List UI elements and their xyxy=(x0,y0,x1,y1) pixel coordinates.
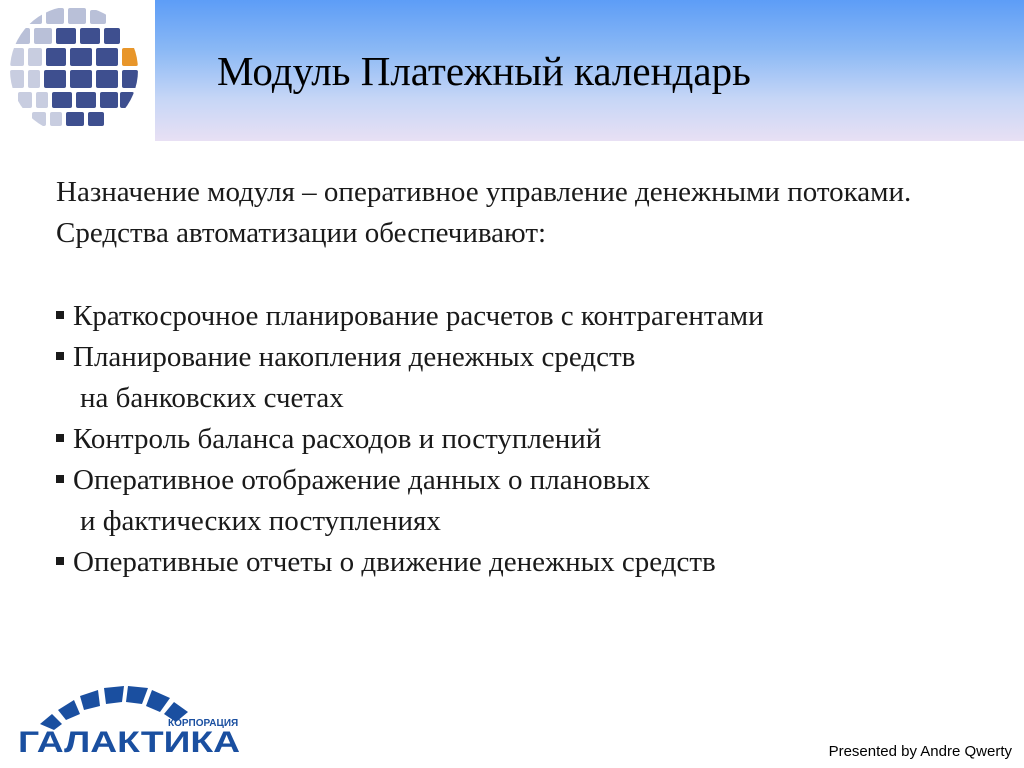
list-item xyxy=(56,542,956,583)
square-bullet-icon xyxy=(56,557,64,565)
list-item xyxy=(56,419,956,460)
logo-caption: КОРПОРАЦИЯ xyxy=(168,718,239,729)
square-bullet-icon xyxy=(56,434,64,442)
intro-paragraph: Назначение модуля – оперативное управление денежными потоками. Средства автоматизации обеспечивают: xyxy=(56,176,912,249)
bullet-text: Контроль баланса расходов и поступлений xyxy=(73,423,602,455)
bullet-list xyxy=(56,296,956,583)
bullet-text-continued: и фактических поступлениях xyxy=(80,505,441,537)
globe-logo-box xyxy=(0,0,155,141)
square-bullet-icon xyxy=(56,475,64,483)
slide-title: Модуль Платежный календарь xyxy=(217,48,751,94)
galaktika-logo xyxy=(18,680,253,760)
bullet-text-continued: на банковских счетах xyxy=(80,382,344,414)
bullet-text: Оперативное отображение данных о плановых xyxy=(73,464,651,496)
square-bullet-icon xyxy=(56,352,64,360)
list-item xyxy=(56,296,956,337)
list-item xyxy=(56,337,956,419)
list-item xyxy=(56,460,956,542)
bullet-text: Краткосрочное планирование расчетов с контрагентами xyxy=(73,300,764,332)
logo-brand-name: ГАЛАКТИКА xyxy=(18,726,240,759)
square-bullet-icon xyxy=(56,311,64,319)
bullet-text: Планирование накопления денежных средств xyxy=(73,341,636,373)
footer-credit: Presented by Andre Qwerty xyxy=(828,743,1012,760)
bullet-text: Оперативные отчеты о движение денежных средств xyxy=(73,546,716,578)
globe-icon xyxy=(6,2,148,139)
